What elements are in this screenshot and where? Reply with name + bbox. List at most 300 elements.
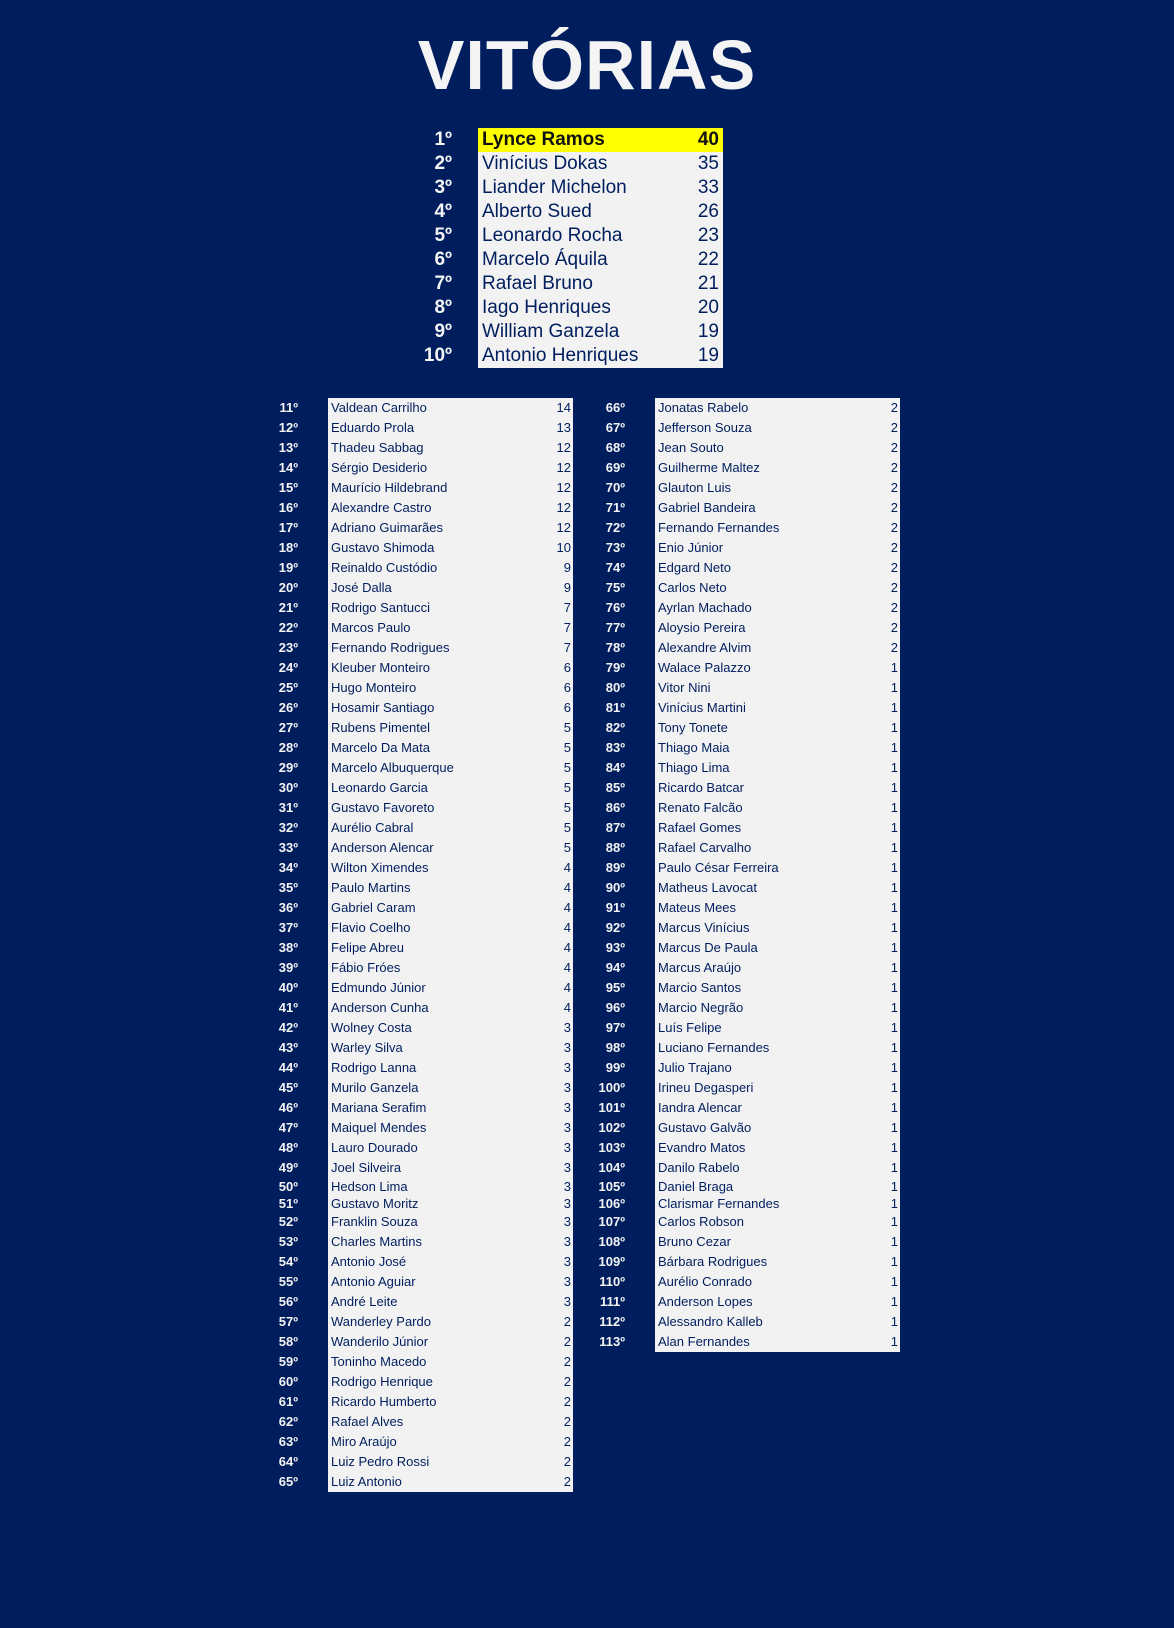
table-row (655, 438, 900, 458)
table-row (655, 1158, 900, 1178)
win-count: 1 (890, 1140, 898, 1155)
right-rank-column (571, 398, 627, 1352)
win-count: 1 (890, 700, 898, 715)
win-count: 1 (890, 860, 898, 875)
table-row (328, 718, 573, 738)
rank-label: 4º (434, 201, 452, 222)
rank-label: 86º (605, 800, 625, 815)
rank-label: 49º (278, 1160, 298, 1175)
rank-label: 98º (605, 1040, 625, 1055)
table-row (655, 898, 900, 918)
table-row (328, 1138, 573, 1158)
rank-label: 2º (434, 153, 452, 174)
rank-label: 72º (605, 520, 625, 535)
win-count: 1 (890, 760, 898, 775)
player-name: Vinícius Martini (658, 700, 746, 715)
rank-label: 101º (598, 1100, 625, 1115)
rank-label: 82º (605, 720, 625, 735)
table-row (655, 1118, 900, 1138)
win-count: 1 (890, 1196, 898, 1211)
rank-label: 73º (605, 540, 625, 555)
player-name: Leonardo Garcia (331, 780, 428, 795)
rank-label: 94º (605, 960, 625, 975)
win-count: 9 (563, 580, 571, 595)
player-name: Marcos Paulo (331, 620, 411, 635)
player-name: Antonio Henriques (482, 345, 639, 366)
win-count: 2 (890, 580, 898, 595)
table-row (655, 958, 900, 978)
table-row (655, 678, 900, 698)
rank-label: 57º (278, 1314, 298, 1329)
rank-label: 76º (605, 600, 625, 615)
player-name: Luciano Fernandes (658, 1040, 770, 1055)
win-count: 19 (697, 321, 719, 342)
win-count: 1 (890, 840, 898, 855)
rank-label: 93º (605, 940, 625, 955)
table-row (328, 1412, 573, 1432)
player-name: Gustavo Favoreto (331, 800, 435, 815)
table-row (328, 898, 573, 918)
player-name: Marcio Negrão (658, 1000, 744, 1015)
rank-label: 102º (598, 1120, 625, 1135)
table-row (655, 558, 900, 578)
rank-label: 35º (278, 880, 298, 895)
player-name: Sérgio Desiderio (331, 460, 428, 475)
rank-label: 36º (278, 900, 298, 915)
player-name: Ricardo Humberto (331, 1394, 437, 1409)
rank-label: 6º (434, 249, 452, 270)
player-name: Daniel Braga (658, 1179, 734, 1194)
table-row (478, 176, 723, 200)
player-name: Kleuber Monteiro (331, 660, 430, 675)
rank-label: 7º (434, 273, 452, 294)
player-name: Antonio Aguiar (331, 1274, 416, 1289)
rank-label: 68º (605, 440, 625, 455)
player-name: Mariana Serafim (331, 1100, 427, 1115)
player-name: Murilo Ganzela (331, 1080, 419, 1095)
table-row (328, 398, 573, 418)
table-row (328, 1018, 573, 1038)
player-name: Clarismar Fernandes (658, 1196, 780, 1211)
win-count: 1 (890, 720, 898, 735)
win-count: 33 (697, 177, 719, 198)
win-count: 1 (890, 1020, 898, 1035)
rank-label: 75º (605, 580, 625, 595)
table-row (328, 418, 573, 438)
table-row (655, 1272, 900, 1292)
player-name: André Leite (331, 1294, 398, 1309)
table-row (328, 1292, 573, 1312)
rank-label: 12º (278, 420, 298, 435)
win-count: 2 (563, 1434, 571, 1449)
win-count: 3 (563, 1100, 571, 1115)
left-table (328, 398, 573, 1492)
table-row (328, 958, 573, 978)
win-count: 1 (890, 1060, 898, 1075)
rank-label: 56º (278, 1294, 298, 1309)
table-row (655, 838, 900, 858)
table-row (655, 718, 900, 738)
table-row (328, 598, 573, 618)
player-name: Matheus Lavocat (658, 880, 758, 895)
rank-label: 103º (598, 1140, 625, 1155)
player-name: Edgard Neto (658, 560, 731, 575)
win-count: 5 (563, 840, 571, 855)
player-name: Wanderilo Júnior (331, 1334, 429, 1349)
player-name: Renato Falcão (658, 800, 743, 815)
table-row (328, 1392, 573, 1412)
rank-label: 50º (278, 1179, 298, 1194)
table-row (328, 1212, 573, 1232)
player-name: Rubens Pimentel (331, 720, 430, 735)
table-row (328, 1098, 573, 1118)
win-count: 2 (890, 600, 898, 615)
win-count: 12 (556, 520, 571, 535)
table-row (655, 1038, 900, 1058)
win-count: 2 (890, 480, 898, 495)
table-row (655, 658, 900, 678)
win-count: 1 (890, 1179, 898, 1194)
table-row (655, 1332, 900, 1352)
player-name: Julio Trajano (658, 1060, 732, 1075)
table-row (328, 638, 573, 658)
table-row (655, 478, 900, 498)
rank-label: 51º (278, 1196, 298, 1211)
table-row (328, 798, 573, 818)
rank-label: 53º (278, 1234, 298, 1249)
player-name: Gustavo Galvão (658, 1120, 752, 1135)
win-count: 19 (697, 345, 719, 366)
table-row (478, 344, 723, 368)
win-count: 7 (563, 620, 571, 635)
player-name: Tony Tonete (658, 720, 728, 735)
win-count: 2 (890, 500, 898, 515)
win-count: 1 (890, 820, 898, 835)
player-name: Danilo Rabelo (658, 1160, 740, 1175)
win-count: 1 (890, 1120, 898, 1135)
win-count: 12 (556, 440, 571, 455)
rank-label: 28º (278, 740, 298, 755)
win-count: 10 (556, 540, 571, 555)
win-count: 2 (890, 620, 898, 635)
win-count: 4 (563, 980, 571, 995)
table-row (655, 498, 900, 518)
win-count: 2 (890, 560, 898, 575)
rank-label: 113º (599, 1334, 625, 1349)
rank-label: 8º (434, 297, 452, 318)
player-name: Alessandro Kalleb (658, 1314, 763, 1329)
win-count: 2 (890, 640, 898, 655)
player-name: Antonio José (331, 1254, 407, 1269)
rank-label: 100º (598, 1080, 625, 1095)
player-name: Wolney Costa (331, 1020, 412, 1035)
table-row (655, 458, 900, 478)
win-count: 1 (890, 1234, 898, 1249)
player-name: Jean Souto (658, 440, 724, 455)
player-name: Franklin Souza (331, 1214, 418, 1229)
rank-label: 45º (278, 1080, 298, 1095)
table-row (655, 1078, 900, 1098)
rank-label: 32º (278, 820, 298, 835)
rank-label: 106º (598, 1196, 625, 1211)
player-name: Rafael Alves (331, 1414, 404, 1429)
table-row (328, 678, 573, 698)
table-row (655, 598, 900, 618)
player-name: Gustavo Shimoda (331, 540, 435, 555)
win-count: 1 (890, 920, 898, 935)
player-name: Fernando Rodrigues (331, 640, 450, 655)
win-count: 2 (563, 1354, 571, 1369)
rank-label: 47º (278, 1120, 298, 1135)
rank-label: 81º (605, 700, 625, 715)
rank-label: 85º (605, 780, 625, 795)
table-row (328, 438, 573, 458)
rank-label: 30º (278, 780, 298, 795)
rank-label: 38º (278, 940, 298, 955)
table-row (655, 698, 900, 718)
win-count: 3 (563, 1160, 571, 1175)
table-row (655, 538, 900, 558)
rank-label: 95º (605, 980, 625, 995)
rank-label: 48º (278, 1140, 298, 1155)
rank-label: 61º (278, 1394, 298, 1409)
player-name: Flavio Coelho (331, 920, 411, 935)
rank-label: 84º (605, 760, 625, 775)
win-count: 4 (563, 880, 571, 895)
win-count: 12 (556, 480, 571, 495)
win-count: 3 (563, 1120, 571, 1135)
player-name: Walace Palazzo (658, 660, 751, 675)
table-row (328, 738, 573, 758)
player-name: Hosamir Santiago (331, 700, 435, 715)
top10-table (478, 128, 723, 368)
win-count: 1 (890, 1080, 898, 1095)
player-name: Alan Fernandes (658, 1334, 750, 1349)
player-name: Evandro Matos (658, 1140, 746, 1155)
win-count: 1 (890, 980, 898, 995)
win-count: 3 (563, 1214, 571, 1229)
rank-label: 25º (278, 680, 298, 695)
table-row (655, 998, 900, 1018)
win-count: 1 (890, 900, 898, 915)
rank-label: 66º (605, 400, 625, 415)
table-row (655, 638, 900, 658)
win-count: 7 (563, 600, 571, 615)
table-row (328, 1452, 573, 1472)
table-row (328, 998, 573, 1018)
win-count: 5 (563, 780, 571, 795)
win-count: 2 (563, 1454, 571, 1469)
rank-label: 112º (599, 1314, 625, 1329)
win-count: 2 (890, 460, 898, 475)
player-name: Glauton Luis (658, 480, 731, 495)
win-count: 1 (890, 780, 898, 795)
player-name: Marcelo Da Mata (331, 740, 430, 755)
table-row (328, 858, 573, 878)
table-row (328, 518, 573, 538)
rank-label: 63º (278, 1434, 298, 1449)
table-row (328, 1078, 573, 1098)
player-name: Valdean Carrilho (331, 400, 427, 415)
rank-label: 11º (279, 400, 298, 415)
table-row (328, 1118, 573, 1138)
rank-label: 108º (598, 1234, 625, 1249)
table-row (655, 578, 900, 598)
right-table (655, 398, 900, 1352)
win-count: 5 (563, 720, 571, 735)
table-row (655, 1195, 900, 1212)
rank-label: 10º (423, 345, 452, 366)
player-name: Fábio Fróes (331, 960, 401, 975)
table-row (655, 1232, 900, 1252)
table-row (655, 418, 900, 438)
rank-label: 20º (278, 580, 298, 595)
win-count: 2 (563, 1474, 571, 1489)
rank-label: 59º (278, 1354, 298, 1369)
player-name: Alberto Sued (482, 201, 592, 222)
rank-label: 42º (278, 1020, 298, 1035)
win-count: 3 (563, 1040, 571, 1055)
table-row (328, 1038, 573, 1058)
win-count: 3 (563, 1140, 571, 1155)
rank-label: 18º (278, 540, 298, 555)
rank-label: 29º (278, 760, 298, 775)
table-row (328, 698, 573, 718)
player-name: Ricardo Batcar (658, 780, 744, 795)
rank-label: 67º (605, 420, 625, 435)
table-row (328, 458, 573, 478)
table-row (328, 1178, 573, 1195)
table-row (328, 1058, 573, 1078)
player-name: Paulo César Ferreira (658, 860, 779, 875)
player-name: José Dalla (331, 580, 392, 595)
player-name: Luiz Pedro Rossi (331, 1454, 430, 1469)
table-row (328, 1312, 573, 1332)
rank-label: 27º (278, 720, 298, 735)
table-row (328, 498, 573, 518)
table-row (655, 1292, 900, 1312)
rank-label: 54º (278, 1254, 298, 1269)
win-count: 2 (563, 1374, 571, 1389)
player-name: Anderson Alencar (331, 840, 434, 855)
table-row (655, 738, 900, 758)
rank-label: 65º (278, 1474, 298, 1489)
rank-label: 15º (278, 480, 298, 495)
rank-label: 43º (278, 1040, 298, 1055)
win-count: 7 (563, 640, 571, 655)
win-count: 1 (890, 1040, 898, 1055)
win-count: 1 (890, 1274, 898, 1289)
player-name: Maiquel Mendes (331, 1120, 427, 1135)
table-row (328, 1158, 573, 1178)
win-count: 3 (563, 1179, 571, 1194)
table-row (655, 918, 900, 938)
table-row (478, 152, 723, 176)
win-count: 6 (563, 660, 571, 675)
table-row (655, 778, 900, 798)
player-name: Gabriel Caram (331, 900, 416, 915)
win-count: 3 (563, 1234, 571, 1249)
win-count: 5 (563, 820, 571, 835)
table-row (328, 1472, 573, 1492)
player-name: Fernando Fernandes (658, 520, 780, 535)
rank-label: 17º (278, 520, 298, 535)
player-name: Vinícius Dokas (482, 153, 608, 174)
win-count: 1 (890, 960, 898, 975)
table-row (655, 1098, 900, 1118)
rank-label: 22º (278, 620, 298, 635)
win-count: 2 (563, 1414, 571, 1429)
rank-label: 64º (278, 1454, 298, 1469)
rank-label: 90º (605, 880, 625, 895)
rank-label: 96º (605, 1000, 625, 1015)
win-count: 4 (563, 960, 571, 975)
win-count: 3 (563, 1294, 571, 1309)
rank-label: 16º (278, 500, 298, 515)
player-name: Toninho Macedo (331, 1354, 427, 1369)
rank-label: 79º (605, 660, 625, 675)
player-name: Thiago Lima (658, 760, 730, 775)
rank-label: 3º (434, 177, 452, 198)
win-count: 4 (563, 900, 571, 915)
rank-label: 111º (599, 1294, 625, 1309)
rank-label: 39º (278, 960, 298, 975)
table-row (328, 578, 573, 598)
table-row (655, 878, 900, 898)
table-row (655, 758, 900, 778)
rank-label: 55º (278, 1274, 298, 1289)
table-row (328, 838, 573, 858)
rank-label: 83º (605, 740, 625, 755)
rank-label: 99º (605, 1060, 625, 1075)
player-name: Wilton Ximendes (331, 860, 429, 875)
table-row (478, 272, 723, 296)
win-count: 4 (563, 1000, 571, 1015)
player-name: Enio Júnior (658, 540, 724, 555)
player-name: Alexandre Castro (331, 500, 432, 515)
rank-label: 13º (278, 440, 298, 455)
table-row (328, 1232, 573, 1252)
win-count: 1 (890, 1254, 898, 1269)
player-name: Aurélio Cabral (331, 820, 414, 835)
win-count: 12 (556, 500, 571, 515)
player-name: Charles Martins (331, 1234, 423, 1249)
table-row (655, 1018, 900, 1038)
win-count: 3 (563, 1060, 571, 1075)
player-name: Rodrigo Lanna (331, 1060, 417, 1075)
player-name: Ayrlan Machado (658, 600, 752, 615)
win-count: 1 (890, 1294, 898, 1309)
page-title: VITÓRIAS (417, 26, 757, 104)
table-row (655, 1252, 900, 1272)
table-row (478, 296, 723, 320)
player-name: Eduardo Prola (331, 420, 415, 435)
rank-label: 5º (434, 225, 452, 246)
player-name: Iago Henriques (482, 297, 611, 318)
table-row (328, 978, 573, 998)
rank-label: 52º (278, 1214, 298, 1229)
table-row (655, 818, 900, 838)
win-count: 1 (890, 800, 898, 815)
win-count: 2 (563, 1334, 571, 1349)
player-name: Marcus De Paula (658, 940, 758, 955)
rank-label: 19º (278, 560, 298, 575)
table-row (328, 1332, 573, 1352)
top10-rank-column (400, 128, 456, 368)
table-row (328, 558, 573, 578)
win-count: 5 (563, 760, 571, 775)
player-name: Rafael Carvalho (658, 840, 752, 855)
